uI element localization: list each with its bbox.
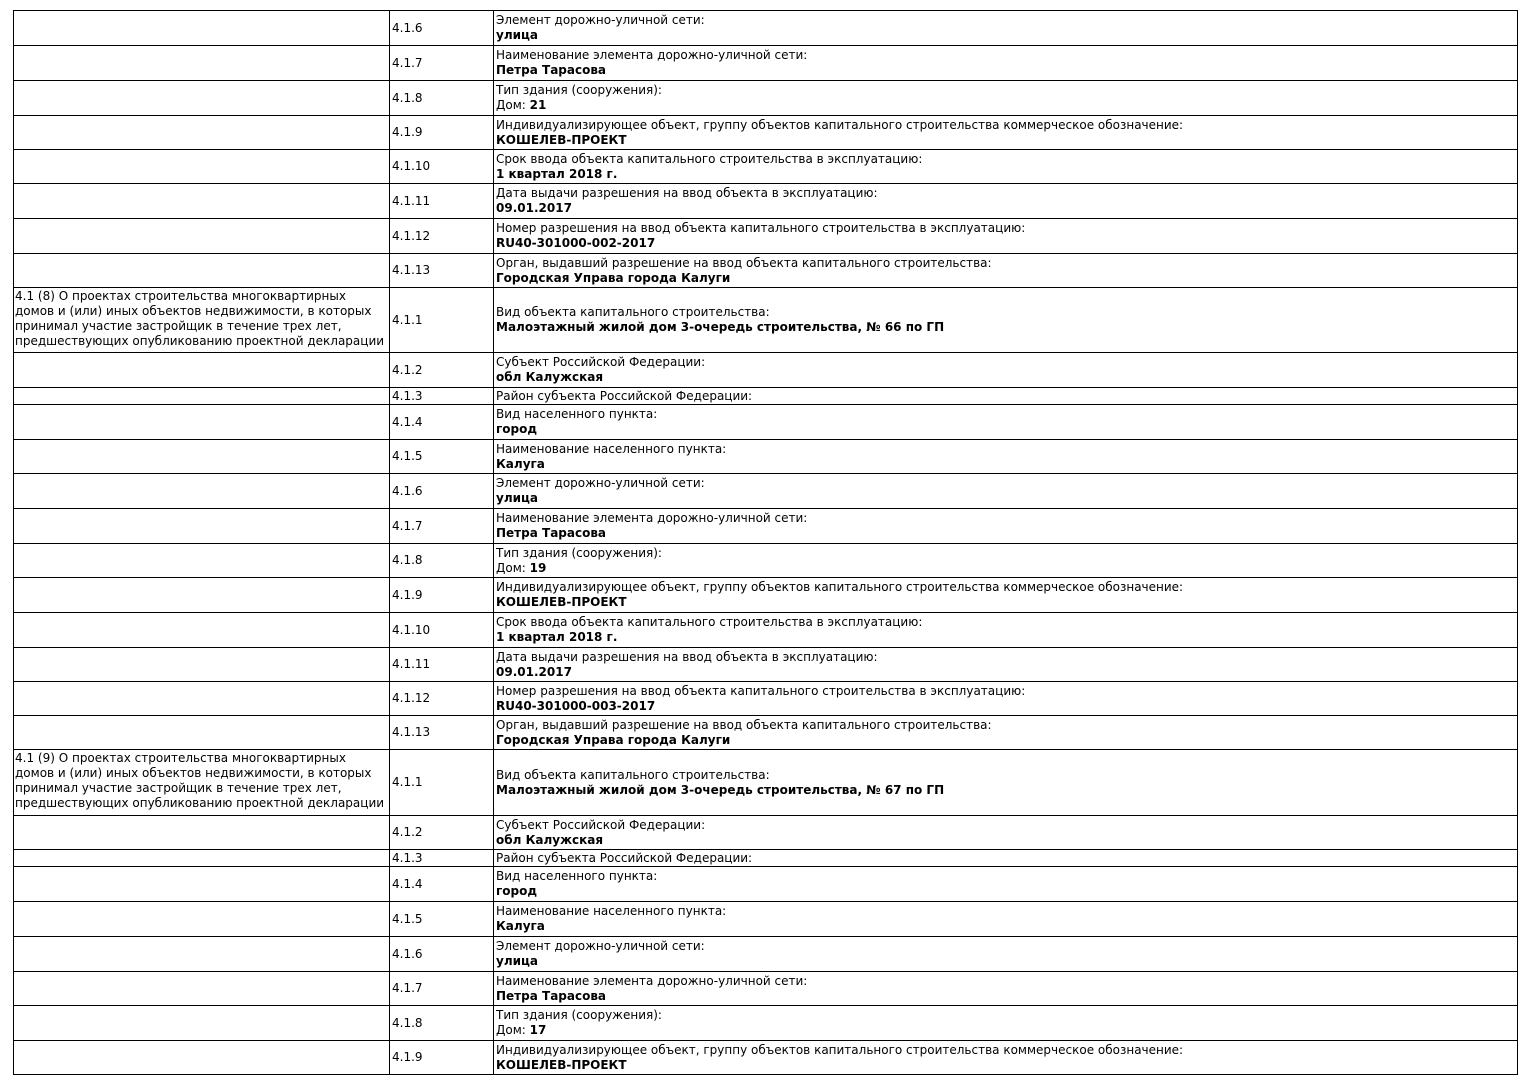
- item-number: 4.1.9: [390, 578, 494, 613]
- field-cell: [494, 474, 1518, 509]
- field-value: [496, 98, 1516, 113]
- field-value: Малоэтажный жилой дом 3-очередь строительства, № 66 по ГП: [496, 320, 945, 334]
- field-label: Тип здания (сооружения):: [496, 545, 662, 560]
- table-row: [14, 353, 1518, 388]
- item-number: 4.1.11: [390, 184, 494, 219]
- field-value-prefix: Дом:: [496, 1023, 530, 1037]
- item-number: 4.1.4: [390, 867, 494, 902]
- field-value: Городская Управа города Калуги: [496, 732, 731, 747]
- field-cell: [494, 716, 1518, 750]
- field-label: Вид населенного пункта:: [496, 407, 658, 421]
- field-label: Индивидуализирующее объект, группу объектов капитального строительства коммерческое обозначение:: [496, 1042, 1184, 1057]
- section-title: 4.1 (9) О проектах строительства многоквартирных домов и (или) иных объектов недвижимости, в которых принимал участие застройщик в течение трех лет, предшествующих опубликованию проектной декларации: [14, 750, 390, 816]
- table-row: [14, 613, 1518, 648]
- field-value: Петра Тарасова: [496, 988, 607, 1003]
- field-value: улица: [496, 491, 539, 505]
- field-label: Наименование населенного пункта:: [496, 904, 727, 918]
- table-row: [14, 509, 1518, 544]
- item-number: 4.1.7: [390, 972, 494, 1006]
- field-value-prefix: Дом:: [496, 98, 530, 112]
- section-cell: [14, 116, 390, 150]
- field-value: город: [496, 422, 538, 436]
- field-value: Городская Управа города Калуги: [496, 270, 731, 285]
- field-value: обл Калужская: [496, 370, 604, 384]
- table-row: [14, 116, 1518, 150]
- item-number: 4.1.10: [390, 613, 494, 648]
- item-number: 4.1.9: [390, 1041, 494, 1075]
- section-cell: [14, 648, 390, 682]
- section-cell: [14, 440, 390, 474]
- table-row: [14, 1041, 1518, 1075]
- field-cell: [494, 972, 1518, 1006]
- table-row: [14, 750, 1518, 816]
- item-number: 4.1.5: [390, 902, 494, 937]
- item-number: 4.1.1: [390, 750, 494, 816]
- field-value: 1 квартал 2018 г.: [496, 166, 618, 181]
- field-label: Тип здания (сооружения):: [496, 1008, 662, 1022]
- item-number: 4.1.6: [390, 937, 494, 972]
- field-cell: [494, 46, 1518, 81]
- field-label: Тип здания (сооружения):: [496, 83, 662, 97]
- field-value: Петра Тарасова: [496, 526, 607, 540]
- table-row: [14, 288, 1518, 353]
- field-cell: [494, 81, 1518, 116]
- table-row: [14, 544, 1518, 578]
- declaration-table-body: [14, 11, 1518, 1075]
- section-cell: [14, 972, 390, 1006]
- section-cell: [14, 578, 390, 613]
- section-cell: [14, 816, 390, 850]
- field-value: Калуга: [496, 456, 545, 471]
- table-row: [14, 972, 1518, 1006]
- table-row: [14, 440, 1518, 474]
- item-number: 4.1.7: [390, 46, 494, 81]
- field-label: Наименование элемента дорожно-уличной сети:: [496, 511, 808, 525]
- table-row: [14, 254, 1518, 288]
- field-label: Район субъекта Российской Федерации:: [496, 388, 753, 403]
- field-label: Индивидуализирующее объект, группу объектов капитального строительства коммерческое обозначение:: [496, 580, 1184, 594]
- field-cell: [494, 116, 1518, 150]
- section-cell: [14, 184, 390, 219]
- field-value: КОШЕЛЕВ-ПРОЕКТ: [496, 1057, 627, 1072]
- item-number: 4.1.8: [390, 81, 494, 116]
- item-number: 4.1.5: [390, 440, 494, 474]
- field-label: Вид объекта капитального строительства:: [496, 305, 770, 319]
- field-label: Элемент дорожно-уличной сети:: [496, 13, 705, 27]
- table-row: [14, 81, 1518, 116]
- section-title: 4.1 (8) О проектах строительства многоквартирных домов и (или) иных объектов недвижимости, в которых принимал участие застройщик в течение трех лет, предшествующих опубликованию проектной декларации: [14, 288, 390, 353]
- table-row: [14, 682, 1518, 716]
- item-number: 4.1.10: [390, 150, 494, 184]
- section-cell: [14, 1041, 390, 1075]
- field-cell: [494, 850, 1518, 867]
- field-value: [496, 1023, 1516, 1038]
- item-number: 4.1.6: [390, 474, 494, 509]
- field-cell: [494, 937, 1518, 972]
- table-row: [14, 405, 1518, 440]
- section-cell: [14, 867, 390, 902]
- field-value-prefix: Дом:: [496, 560, 530, 575]
- section-cell: [14, 81, 390, 116]
- field-label: Номер разрешения на ввод объекта капитального строительства в эксплуатацию:: [496, 683, 1026, 698]
- field-cell: [494, 750, 1518, 816]
- item-number: 4.1.4: [390, 405, 494, 440]
- table-row: [14, 816, 1518, 850]
- field-label: Элемент дорожно-уличной сети:: [496, 939, 705, 953]
- section-cell: [14, 716, 390, 750]
- table-row: [14, 46, 1518, 81]
- field-value-text: 17: [529, 1023, 547, 1037]
- section-cell: [14, 682, 390, 716]
- table-row: [14, 578, 1518, 613]
- field-cell: [494, 184, 1518, 219]
- item-number: 4.1.13: [390, 716, 494, 750]
- field-cell: [494, 388, 1518, 405]
- section-cell: [14, 254, 390, 288]
- field-label: Район субъекта Российской Федерации:: [496, 850, 753, 865]
- field-value: город: [496, 884, 538, 898]
- field-cell: [494, 288, 1518, 353]
- item-number: 4.1.2: [390, 816, 494, 850]
- item-number: 4.1.1: [390, 288, 494, 353]
- field-value: Малоэтажный жилой дом 3-очередь строительства, № 67 по ГП: [496, 782, 945, 797]
- field-cell: [494, 1041, 1518, 1075]
- field-label: Субъект Российской Федерации:: [496, 355, 706, 369]
- table-row: [14, 1006, 1518, 1041]
- field-cell: [494, 578, 1518, 613]
- field-cell: [494, 682, 1518, 716]
- table-row: [14, 648, 1518, 682]
- item-number: 4.1.11: [390, 648, 494, 682]
- field-value-text: 19: [529, 560, 547, 575]
- section-cell: [14, 902, 390, 937]
- field-value: RU40-301000-003-2017: [496, 698, 656, 713]
- field-value-text: 21: [529, 98, 547, 112]
- section-cell: [14, 1006, 390, 1041]
- item-number: 4.1.7: [390, 509, 494, 544]
- item-number: 4.1.8: [390, 1006, 494, 1041]
- field-label: Вид объекта капитального строительства:: [496, 767, 770, 782]
- field-value: 09.01.2017: [496, 664, 572, 679]
- field-value: улица: [496, 954, 539, 968]
- field-value: КОШЕЛЕВ-ПРОЕКТ: [496, 132, 627, 147]
- field-cell: [494, 544, 1518, 578]
- field-value: улица: [496, 28, 539, 42]
- field-value: 1 квартал 2018 г.: [496, 630, 618, 644]
- field-label: Номер разрешения на ввод объекта капитального строительства в эксплуатацию:: [496, 221, 1026, 235]
- field-cell: [494, 509, 1518, 544]
- table-row: [14, 150, 1518, 184]
- table-row: [14, 937, 1518, 972]
- field-label: Дата выдачи разрешения на ввод объекта в эксплуатацию:: [496, 186, 878, 200]
- section-cell: [14, 46, 390, 81]
- section-cell: [14, 544, 390, 578]
- field-cell: [494, 11, 1518, 46]
- field-label: Орган, выдавший разрешение на ввод объекта капитального строительства:: [496, 255, 992, 270]
- item-number: 4.1.8: [390, 544, 494, 578]
- field-cell: [494, 867, 1518, 902]
- table-row: [14, 388, 1518, 405]
- section-cell: [14, 353, 390, 388]
- section-cell: [14, 850, 390, 867]
- field-label: Дата выдачи разрешения на ввод объекта в эксплуатацию:: [496, 649, 878, 664]
- field-cell: [494, 613, 1518, 648]
- declaration-table: [13, 10, 1518, 1075]
- field-label: Срок ввода объекта капитального строительства в эксплуатацию:: [496, 615, 923, 629]
- section-cell: [14, 613, 390, 648]
- table-row: [14, 716, 1518, 750]
- section-cell: [14, 388, 390, 405]
- item-number: 4.1.3: [390, 850, 494, 867]
- field-value: RU40-301000-002-2017: [496, 236, 656, 250]
- field-cell: [494, 405, 1518, 440]
- field-value: [496, 561, 1516, 576]
- field-label: Субъект Российской Федерации:: [496, 817, 706, 832]
- field-cell: [494, 902, 1518, 937]
- table-row: [14, 902, 1518, 937]
- table-row: [14, 850, 1518, 867]
- field-cell: [494, 1006, 1518, 1041]
- table-row: [14, 474, 1518, 509]
- section-cell: [14, 509, 390, 544]
- field-value: Калуга: [496, 919, 545, 933]
- field-label: Вид населенного пункта:: [496, 869, 658, 883]
- field-cell: [494, 816, 1518, 850]
- field-cell: [494, 648, 1518, 682]
- field-label: Орган, выдавший разрешение на ввод объекта капитального строительства:: [496, 717, 992, 732]
- item-number: 4.1.3: [390, 388, 494, 405]
- section-cell: [14, 219, 390, 254]
- table-row: [14, 11, 1518, 46]
- field-cell: [494, 254, 1518, 288]
- field-cell: [494, 353, 1518, 388]
- field-label: Индивидуализирующее объект, группу объектов капитального строительства коммерческое обозначение:: [496, 117, 1184, 132]
- section-cell: [14, 937, 390, 972]
- item-number: 4.1.13: [390, 254, 494, 288]
- field-value: обл Калужская: [496, 832, 604, 847]
- field-cell: [494, 219, 1518, 254]
- field-cell: [494, 440, 1518, 474]
- field-cell: [494, 150, 1518, 184]
- table-row: [14, 867, 1518, 902]
- item-number: 4.1.12: [390, 219, 494, 254]
- section-cell: [14, 405, 390, 440]
- field-label: Наименование населенного пункта:: [496, 441, 727, 456]
- item-number: 4.1.2: [390, 353, 494, 388]
- item-number: 4.1.6: [390, 11, 494, 46]
- section-cell: [14, 150, 390, 184]
- field-value: КОШЕЛЕВ-ПРОЕКТ: [496, 595, 627, 609]
- field-label: Наименование элемента дорожно-уличной сети:: [496, 48, 808, 62]
- field-label: Элемент дорожно-уличной сети:: [496, 476, 705, 490]
- item-number: 4.1.9: [390, 116, 494, 150]
- field-value: 09.01.2017: [496, 201, 572, 215]
- section-cell: [14, 474, 390, 509]
- field-value: Петра Тарасова: [496, 63, 607, 77]
- table-row: [14, 184, 1518, 219]
- section-cell: [14, 11, 390, 46]
- item-number: 4.1.12: [390, 682, 494, 716]
- field-label: Срок ввода объекта капитального строительства в эксплуатацию:: [496, 151, 923, 166]
- field-label: Наименование элемента дорожно-уличной сети:: [496, 973, 808, 988]
- table-row: [14, 219, 1518, 254]
